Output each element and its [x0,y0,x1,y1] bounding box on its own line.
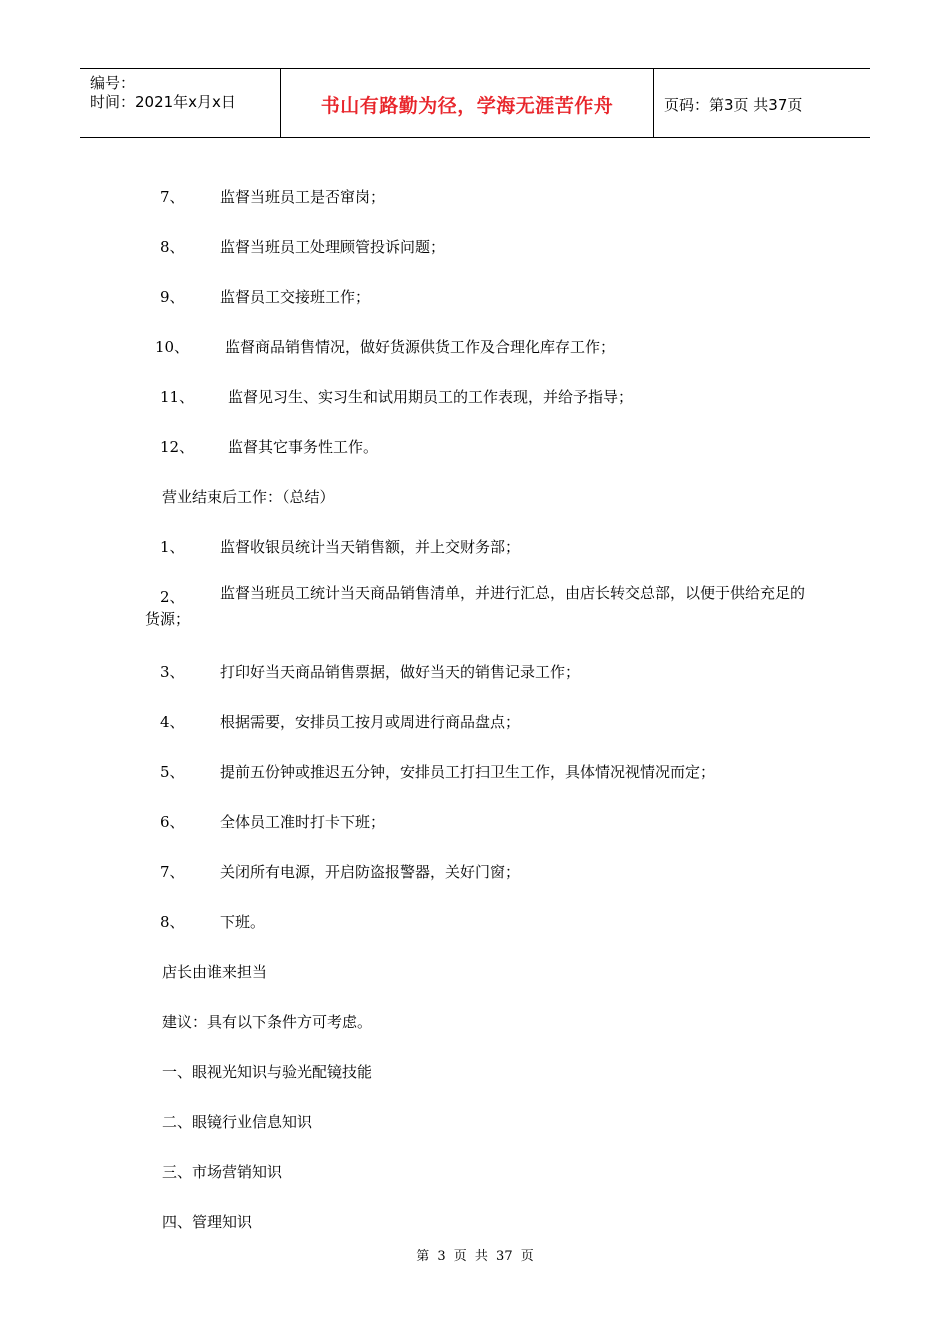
condition-item: 一、眼视光知识与验光配镜技能 [162,1063,373,1081]
condition-item: 三、市场营销知识 [162,1163,283,1181]
item-number: 1、 [160,538,185,556]
item-number: 8、 [160,238,185,256]
item-text: 全体员工准时打卡下班； [220,813,386,831]
item-text: 下班。 [220,913,266,931]
item-text: 监督员工交接班工作； [220,288,371,306]
item-number: 12、 [160,438,195,456]
item-number: 7、 [160,863,185,881]
item-number: 5、 [160,763,185,781]
item-text: 关闭所有电源，开启防盗报警器，关好门窗； [220,863,521,881]
who-heading: 店长由谁来担当 [162,963,268,981]
item-text: 提前五份钟或推迟五分钟，安排员工打扫卫生工作，具体情况视情况而定； [220,763,716,781]
time-label: 时间：2021年x月x日 [90,93,236,111]
header-middle-cell [281,69,654,137]
item-text: 监督收银员统计当天销售额，并上交财务部； [220,538,521,556]
item-text: 监督其它事务性工作。 [228,438,379,456]
item-text: 监督商品销售情况，做好货源供货工作及合理化库存工作； [225,338,616,356]
condition-item: 二、眼镜行业信息知识 [162,1113,313,1131]
item-text: 监督当班员工是否窜岗； [220,188,386,206]
item-number: 3、 [160,663,185,681]
item-text: 根据需要，安排员工按月或周进行商品盘点； [220,713,521,731]
item-text: 打印好当天商品销售票据，做好当天的销售记录工作； [220,663,581,681]
item-number: 11、 [160,388,195,406]
header-left-cell [80,69,281,137]
section-heading: 营业结束后工作：（总结） [162,488,335,506]
condition-item: 四、管理知识 [162,1213,253,1231]
item-number: 8、 [160,913,185,931]
item-number: 7、 [160,188,185,206]
suggestion-text: 建议：具有以下条件方可考虑。 [162,1013,373,1031]
item-text-wrapped: 监督当班员工统计当天商品销售清单，并进行汇总，由店长转交总部，以便于供给充足的货源； [145,584,806,628]
page-header [80,68,870,138]
item-number: 2、 [160,588,185,606]
doc-number-label: 编号： [90,74,136,92]
item-number: 4、 [160,713,185,731]
header-right-cell [654,69,870,137]
header-motto: 书山有路勤为径，学海无涯苦作舟 [320,95,614,117]
header-page-info: 页码：第3页 共37页 [664,96,803,114]
item-number: 9、 [160,288,185,306]
item-text: 监督见习生、实习生和试用期员工的工作表现，并给予指导； [228,388,634,406]
item-text: 监督当班员工处理顾管投诉问题； [220,238,446,256]
item-number: 6、 [160,813,185,831]
page-footer: 第 3 页 共 37 页 [416,1249,534,1264]
item-number: 10、 [155,338,190,356]
